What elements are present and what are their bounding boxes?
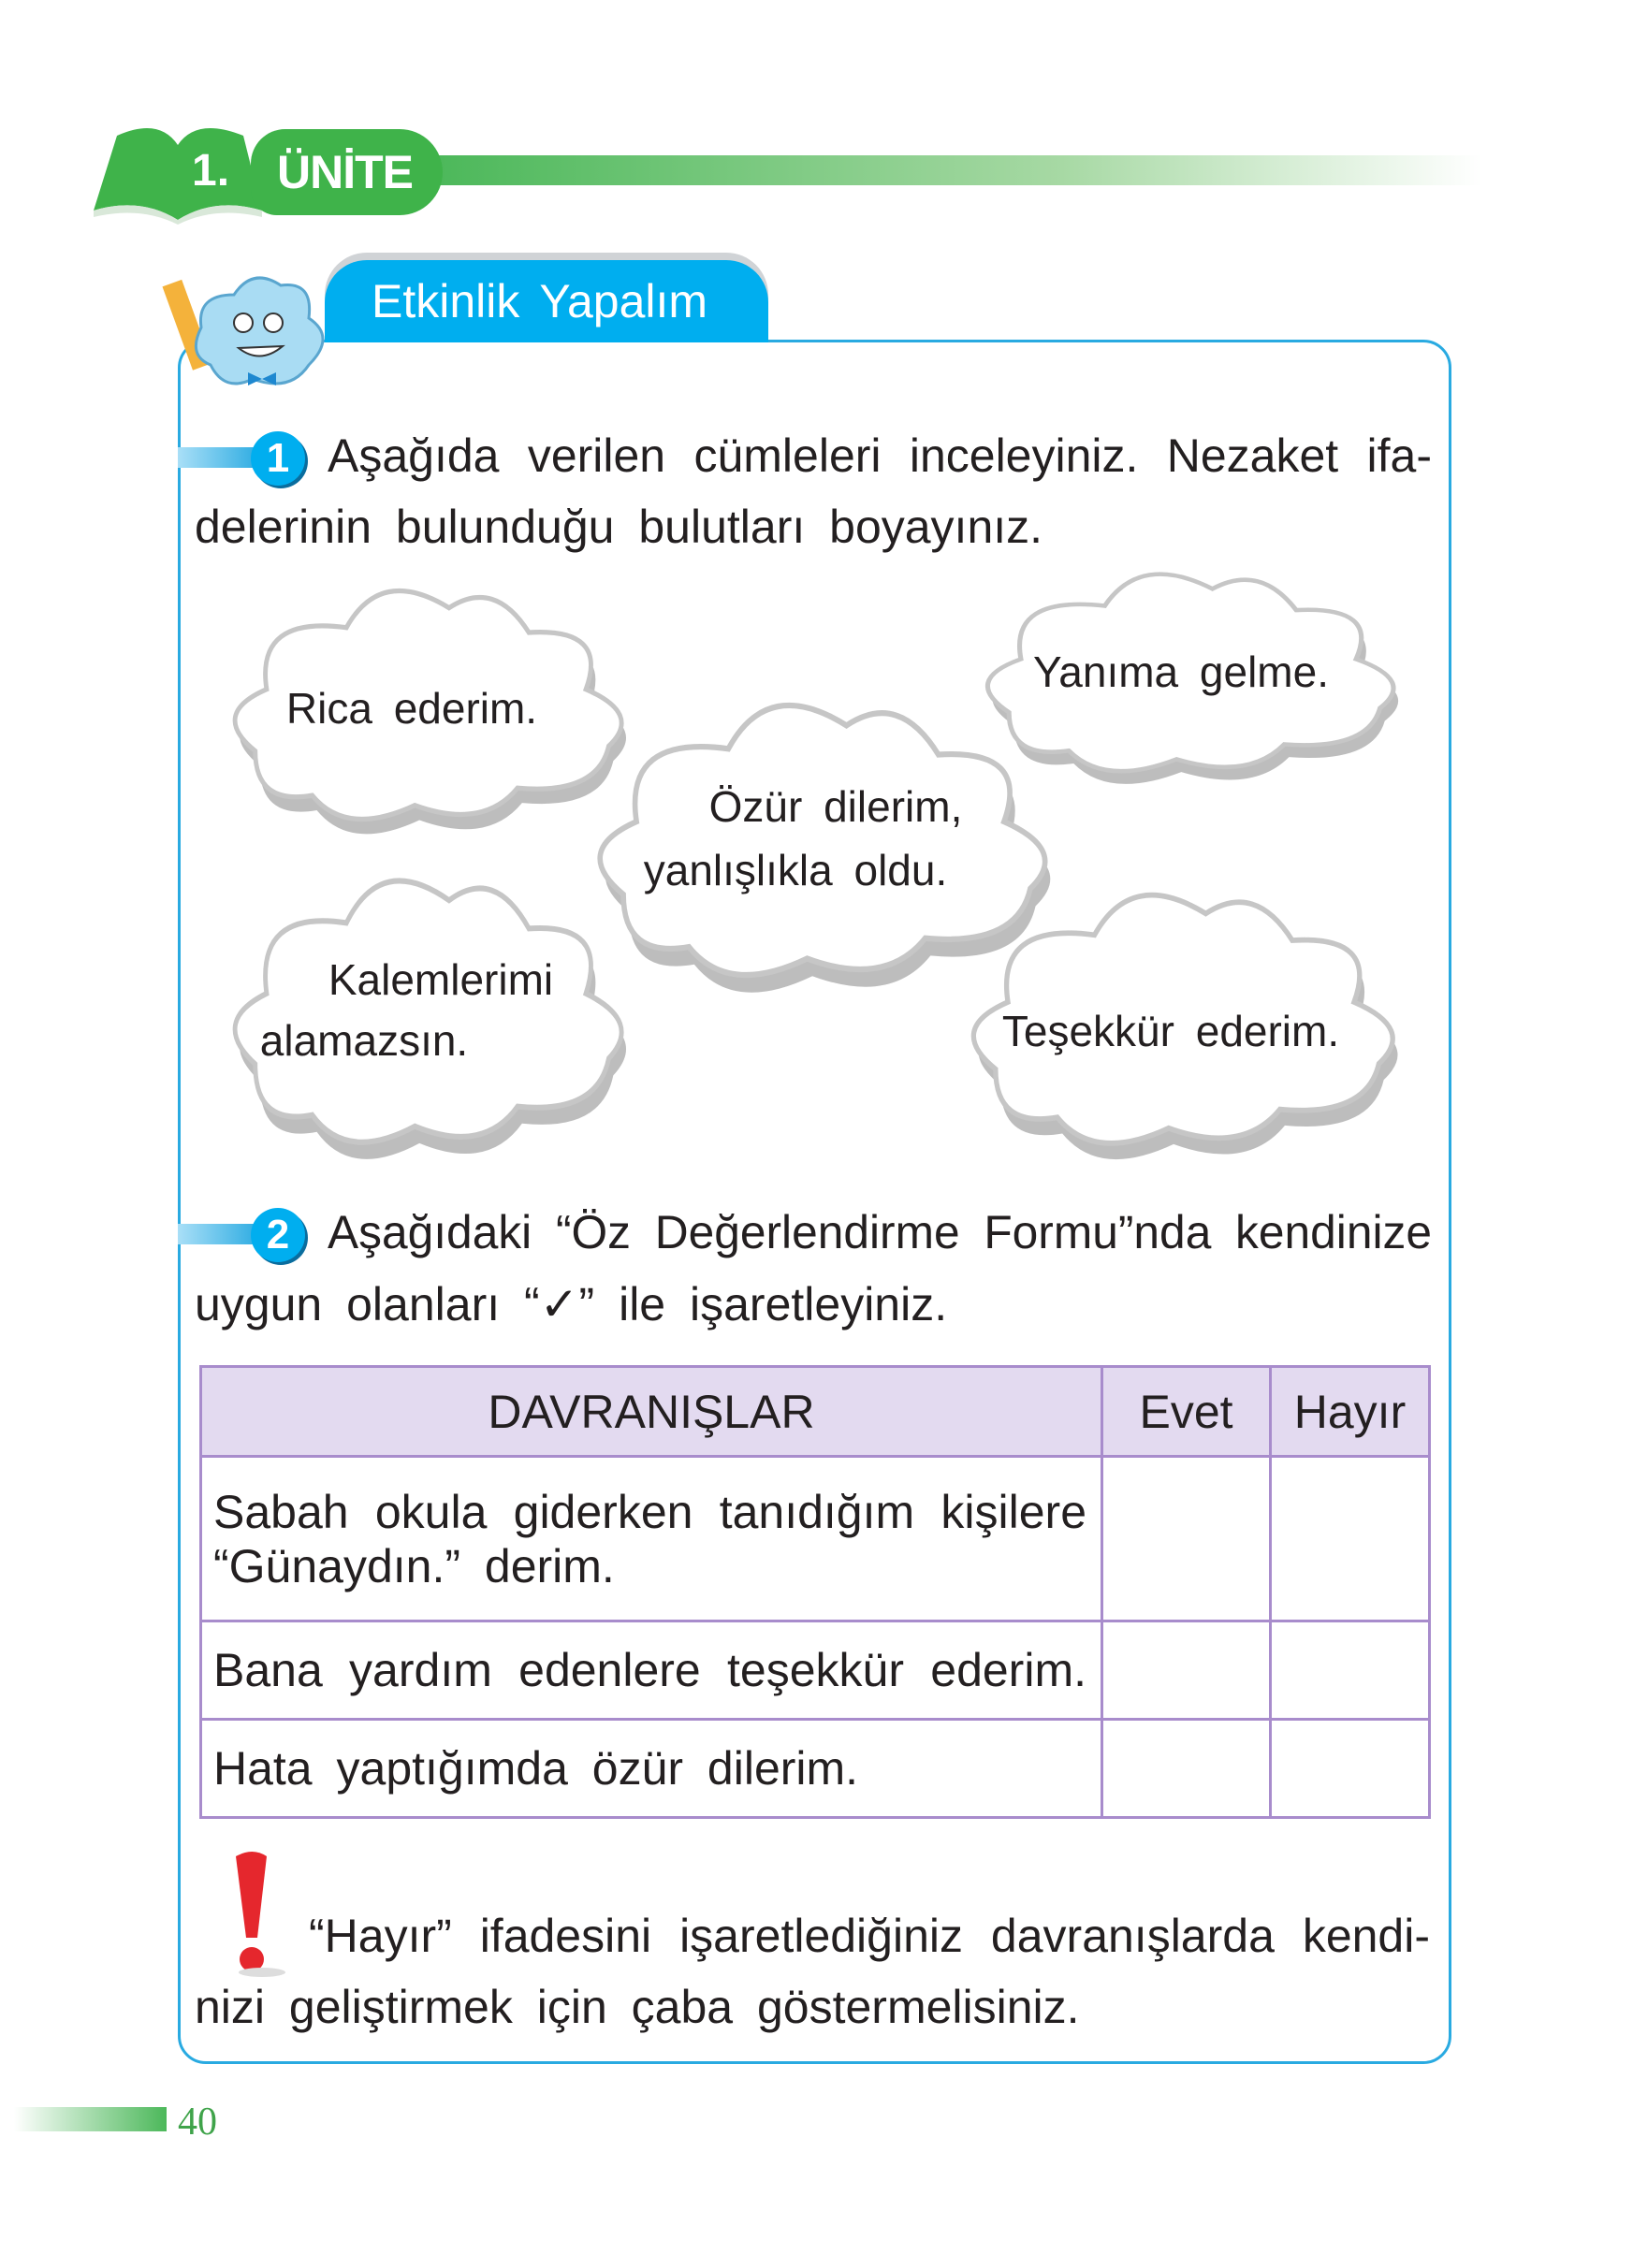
page-number: 40 [178, 2101, 217, 2144]
q2-text-line1: Aşağıdaki “Öz Değerlendirme Formu”nda kendinize [328, 1206, 1432, 1258]
behavior-line: Sabah okula giderken tanıdığım kişilere [213, 1485, 1086, 1538]
question-number-2: 2 [251, 1208, 305, 1262]
table-row [201, 1621, 1430, 1720]
yes-checkbox-cell[interactable] [1102, 1720, 1271, 1818]
exclamation-icon [215, 1849, 290, 1980]
header-no: Hayır [1271, 1367, 1430, 1457]
note-line2: nizi geliştirmek için çaba göstermelisiniz. [195, 1981, 1080, 2033]
header-yes: Evet [1102, 1367, 1271, 1457]
no-checkbox-cell[interactable] [1271, 1457, 1430, 1621]
self-assessment-table [199, 1365, 1431, 1819]
behavior-cell [201, 1720, 1102, 1818]
activity-title: Etkinlik Yapalım [372, 275, 708, 327]
behavior-line: Bana yardım edenlere teşekkür ederim. [213, 1644, 1086, 1696]
header-behaviors: DAVRANIŞLAR [201, 1367, 1102, 1457]
question-number-1: 1 [251, 431, 305, 486]
q1-text-line2: delerinin bulunduğu bulutları boyayınız. [195, 501, 1043, 553]
q1-text-line1: Aşağıda verilen cümleleri inceleyiniz. Nezaket ifa- [328, 429, 1432, 482]
cloud-text: Özür dilerim, [708, 782, 963, 831]
note-line1: “Hayır” ifadesini işaretlediğiniz davranışlarda kendi- [309, 1910, 1430, 1962]
cloud-mascot-icon [159, 262, 374, 402]
yes-checkbox-cell[interactable] [1102, 1621, 1271, 1720]
behavior-line: Hata yaptığımda özür dilerim. [213, 1742, 859, 1795]
cloud-text: Yanıma gelme. [1033, 647, 1329, 696]
behavior-line: “Günaydın.” derim. [213, 1539, 615, 1592]
no-checkbox-cell[interactable] [1271, 1621, 1430, 1720]
cloud-text: Teşekkür ederim. [1001, 1007, 1340, 1055]
page-number-bar [14, 2107, 167, 2131]
cloud-text: Rica ederim. [285, 684, 538, 733]
no-checkbox-cell[interactable] [1271, 1720, 1430, 1818]
cloud-text: yanlışlıkla oldu. [643, 846, 948, 894]
unit-header-bar [433, 155, 1481, 185]
question-bar [178, 1224, 262, 1244]
cloud-text: Kalemlerimi [328, 955, 554, 1004]
unit-badge [251, 129, 443, 215]
book-icon [84, 122, 271, 225]
behavior-cell [201, 1457, 1102, 1621]
table-row [201, 1457, 1430, 1621]
question-bar [178, 447, 262, 468]
unit-label: ÜNİTE [277, 146, 413, 198]
yes-checkbox-cell[interactable] [1102, 1457, 1271, 1621]
table-row [201, 1720, 1430, 1818]
activity-title-tab [325, 260, 768, 342]
behavior-cell [201, 1621, 1102, 1720]
q2-text-line2: uygun olanları “✓” ile işaretleyiniz. [195, 1278, 948, 1330]
unit-number: 1. [192, 146, 230, 196]
cloud-text: alamazsın. [259, 1016, 469, 1065]
